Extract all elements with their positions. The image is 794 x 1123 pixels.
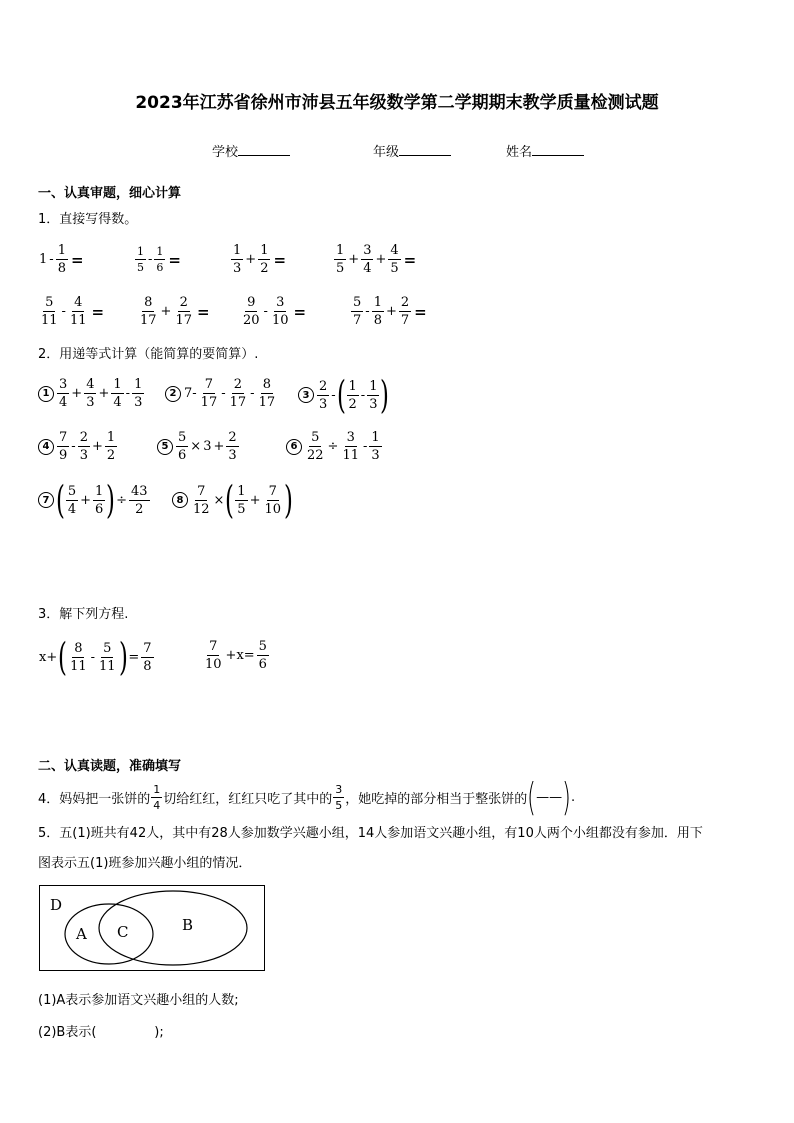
grade-blank[interactable] <box>399 143 451 156</box>
name-label: 姓名 <box>506 145 533 160</box>
question-4: 4．妈妈把一张饼的 1 4 切给红红，红红只吃了其中的 3 5 ，她吃掉的部分相当于整张饼的 ( —— ) . <box>38 775 576 819</box>
grade-field <box>373 141 451 160</box>
question-5-line-1: 5．五(1)班共有42人，其中有28人参加数学兴趣小组，14人参加语文兴趣小组，有10人两个小组都没有参加．用下 <box>38 826 703 841</box>
school-label: 学校 <box>212 145 239 160</box>
question-1-label: 1．直接写得数。 <box>38 212 138 227</box>
question-2-label: 2．用递等式计算（能简算的要简算）. <box>38 347 259 362</box>
q2-item-1: 1 3 4 + $\frac{4}{3}$ + $\frac{1}{4}$ - 1 3 <box>38 378 145 409</box>
q2-item-2: 2 7- 7 17 - 2 17 - 8 17 <box>165 378 278 409</box>
venn-label-b: B <box>182 916 194 934</box>
q1-item-8: 5 7 - 1 8 + $\frac{2}{7}$ = <box>353 295 427 328</box>
q1-item-3: 1 3 + $\frac{1}{2}$ = <box>233 243 287 276</box>
grade-label: 年级 <box>373 145 400 160</box>
q1-item-5: 5 11 - $\frac{4}{11}$ = <box>41 295 105 328</box>
q2-item-6: 6 $\frac{5}{22}$ ÷ $\frac{3}{11}$ - 1 3 <box>286 431 383 462</box>
section-2-heading: 二、认真读题，准确填写 <box>38 759 182 774</box>
q1-item-6: 8 17 + $\frac{2}{17}$ = <box>140 295 210 328</box>
q2-item-7: 7 ( 5 4 + $\frac{1}{6}$ ) ÷ $\frac{43}{2}$ <box>38 481 151 519</box>
q2-item-5: 5 $\frac{5}{6}$ × 3 + $\frac{2}{3}$ <box>157 431 240 462</box>
q2-item-8: 8 $\frac{7}{12}$ × ( 1 5 + $\frac{7}{10}$ ) <box>172 481 293 519</box>
q1-item-2: 1 5 - $\frac{1}{6}$ = <box>137 245 181 274</box>
question-5-sub-1: (1)A表示参加语文兴趣小组的人数; <box>38 993 239 1008</box>
question-5-line-2: 图表示五(1)班参加兴趣小组的情况． <box>38 856 252 871</box>
venn-label-d: D <box>50 896 63 914</box>
q1-item-7: 9 20 - $\frac{3}{10}$ = <box>243 295 307 328</box>
q1-item-1: 1 - $\frac{1}{8}$ = <box>39 243 84 276</box>
question-5-sub-2: (2)B表示( ); <box>38 1025 164 1040</box>
section-1-heading: 一、认真审题，细心计算 <box>38 186 182 201</box>
page-title: 2023年江苏省徐州市沛县五年级数学第二学期期末教学质量检测试题 <box>135 93 659 113</box>
q1-item-4: 1 5 + $\frac{3}{4}$ + $\frac{4}{5}$ = <box>336 243 417 276</box>
q4-answer-blank[interactable]: —— <box>536 789 563 805</box>
school-field <box>212 141 290 160</box>
question-3-label: 3．解下列方程. <box>38 607 129 622</box>
q2-item-4: 4 7 9 - 2 3 + $\frac{1}{2}$ <box>38 431 118 462</box>
q3-equation-1: x+ ( 8 11 - 5 11 ) = $\frac{7}{8}$ <box>39 635 152 679</box>
venn-label-a: A <box>76 925 87 943</box>
q3-equation-2: 7 10 +x= $\frac{5}{6}$ <box>205 639 267 672</box>
venn-label-c: C <box>117 923 129 941</box>
name-field <box>506 141 584 160</box>
venn-diagram <box>39 885 265 971</box>
q2-item-3: 3 2 3 - ( 1 2 - 1 3 ) <box>298 376 389 414</box>
school-blank[interactable] <box>238 143 290 156</box>
name-blank[interactable] <box>532 143 584 156</box>
